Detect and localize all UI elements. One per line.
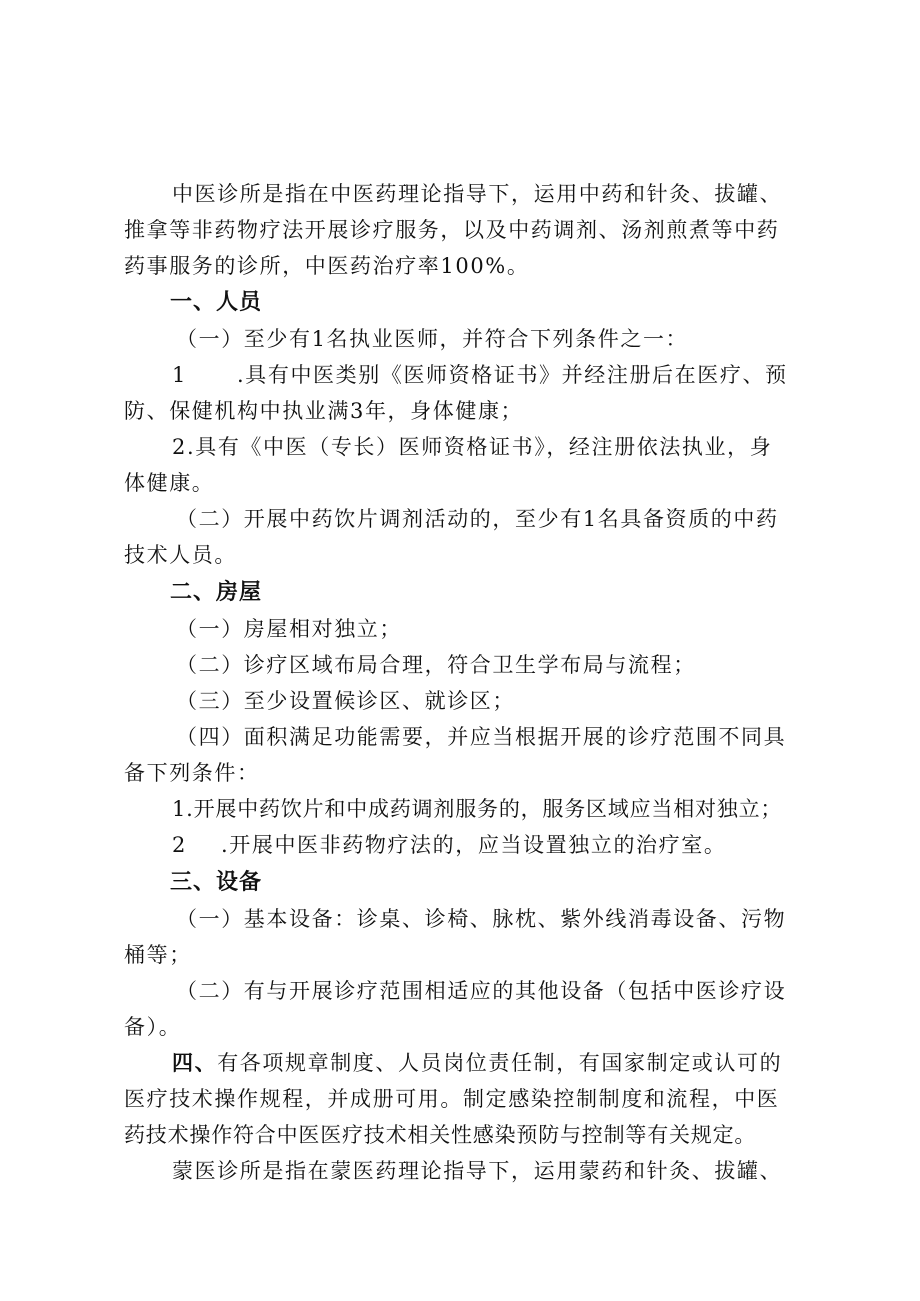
rules-para-line-2: 医疗技术操作规程，并成册可用。制定感染控制制度和流程，中医 — [124, 1087, 780, 1111]
section-heading-premises: 二、房屋 — [170, 580, 263, 605]
premises-para-1: （一）房屋相对独立； — [176, 617, 402, 641]
equipment-para-2-line-1: （二）有与开展诊疗范围相适应的其他设备（包括中医诊疗设 — [176, 979, 787, 1003]
premises-item-2 — [0, 828, 920, 862]
premises-para-3: （三）至少设置候诊区、就诊区； — [176, 689, 515, 713]
equipment-para-2-line-2: 备）。 — [124, 1015, 182, 1039]
personnel-para-2-line-1: （二）开展中药饮片调剂活动的，至少有1名具备资质的中药 — [176, 507, 779, 531]
premises-para-2: （二）诊疗区域布局合理，符合卫生学布局与流程； — [176, 653, 696, 677]
premises-item-2-text: .开展中医非药物疗法的，应当设置独立的治疗室。 — [220, 833, 727, 857]
rules-para-line-1 — [0, 1046, 920, 1080]
premises-item-1: 1.开展中药饮片和中成药调剂服务的，服务区域应当相对独立； — [172, 797, 783, 821]
personnel-item-1-text: .具有中医类别《医师资格证书》并经注册后在医疗、预 — [236, 363, 788, 387]
rules-para-text: 有各项规章制度、人员岗位责任制，有国家制定或认可的 — [217, 1051, 783, 1075]
personnel-item-2-line-2: 体健康。 — [124, 471, 215, 495]
personnel-item-1-line-2: 防、保健机构中执业满3年，身体健康； — [124, 399, 524, 423]
intro-line-3: 药事服务的诊所，中医药治疗率100%。 — [124, 254, 530, 278]
personnel-para-2-line-2: 技术人员。 — [124, 543, 237, 567]
section-heading-equipment: 三、设备 — [170, 870, 263, 895]
personnel-item-1-number: 1 — [172, 363, 187, 387]
premises-para-4-line-1: （四）面积满足功能需要，并应当根据开展的诊疗范围不同具 — [176, 725, 787, 749]
personnel-item-1-line-1 — [0, 358, 920, 392]
intro-line-1: 中医诊所是指在中医药理论指导下，运用中药和针灸、拔罐、 — [172, 182, 783, 206]
section-heading-personnel: 一、人员 — [170, 290, 263, 315]
premises-para-4-line-2: 备下列条件： — [124, 761, 260, 785]
premises-item-2-number: 2 — [172, 833, 187, 857]
equipment-para-1-line-2: 桶等； — [124, 943, 192, 967]
rules-para-line-3: 药技术操作符合中医医疗技术相关性感染预防与控制等有关规定。 — [124, 1123, 757, 1147]
mongolian-clinic-intro: 蒙医诊所是指在蒙医药理论指导下，运用蒙药和针灸、拔罐、 — [172, 1159, 783, 1183]
rules-section-number: 四、 — [172, 1051, 218, 1075]
personnel-item-2-line-1: 2.具有《中医（专长）医师资格证书》，经注册依法执业，身 — [172, 435, 773, 459]
intro-line-2: 推拿等非药物疗法开展诊疗服务，以及中药调剂、汤剂煎煮等中药 — [124, 218, 780, 242]
personnel-para-1: （一）至少有1名执业医师，并符合下列条件之一： — [176, 327, 689, 351]
equipment-para-1-line-1: （一）基本设备：诊桌、诊椅、脉枕、紫外线消毒设备、污物 — [176, 907, 787, 931]
